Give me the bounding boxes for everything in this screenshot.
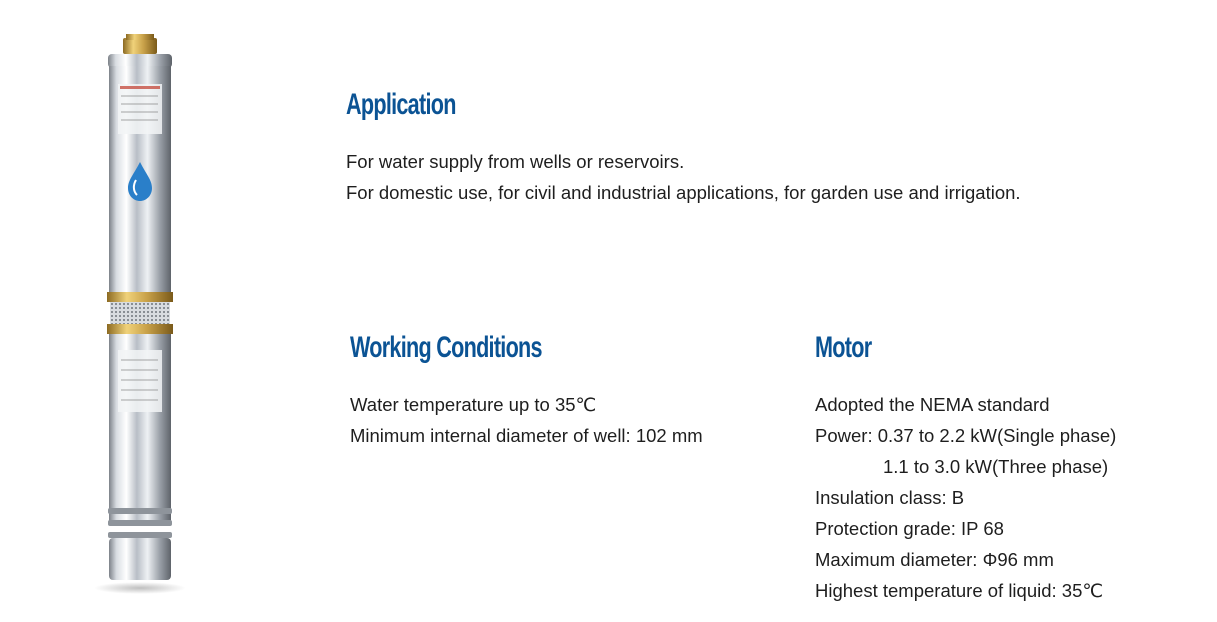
application-text [346,146,1021,208]
motor-text [815,389,1116,606]
motor-line-5: Protection grade: IP 68 [815,518,1004,539]
working-conditions-line-2: Minimum internal diameter of well: 102 mm [350,425,703,446]
motor-line-3: 1.1 to 3.0 kW(Three phase) [883,456,1109,477]
motor-line-4: Insulation class: B [815,487,965,508]
working-conditions-text [350,389,703,451]
pump-image [90,30,190,600]
motor-line-7: Highest temperature of liquid: 35℃ [815,580,1104,601]
application-line-2: For domestic use, for civil and industrial applications, for garden use and irrigation. [346,182,1021,203]
motor-line-6: Maximum diameter: Φ96 mm [815,549,1054,570]
application-heading: Application [346,88,456,121]
working-conditions-heading: Working Conditions [350,331,542,364]
working-conditions-line-1: Water temperature up to 35℃ [350,394,597,415]
application-line-1: For water supply from wells or reservoirs. [346,151,685,172]
motor-line-1: Adopted the NEMA standard [815,394,1050,415]
motor-line-2: Power: 0.37 to 2.2 kW(Single phase) [815,425,1117,446]
motor-heading: Motor [815,331,872,364]
